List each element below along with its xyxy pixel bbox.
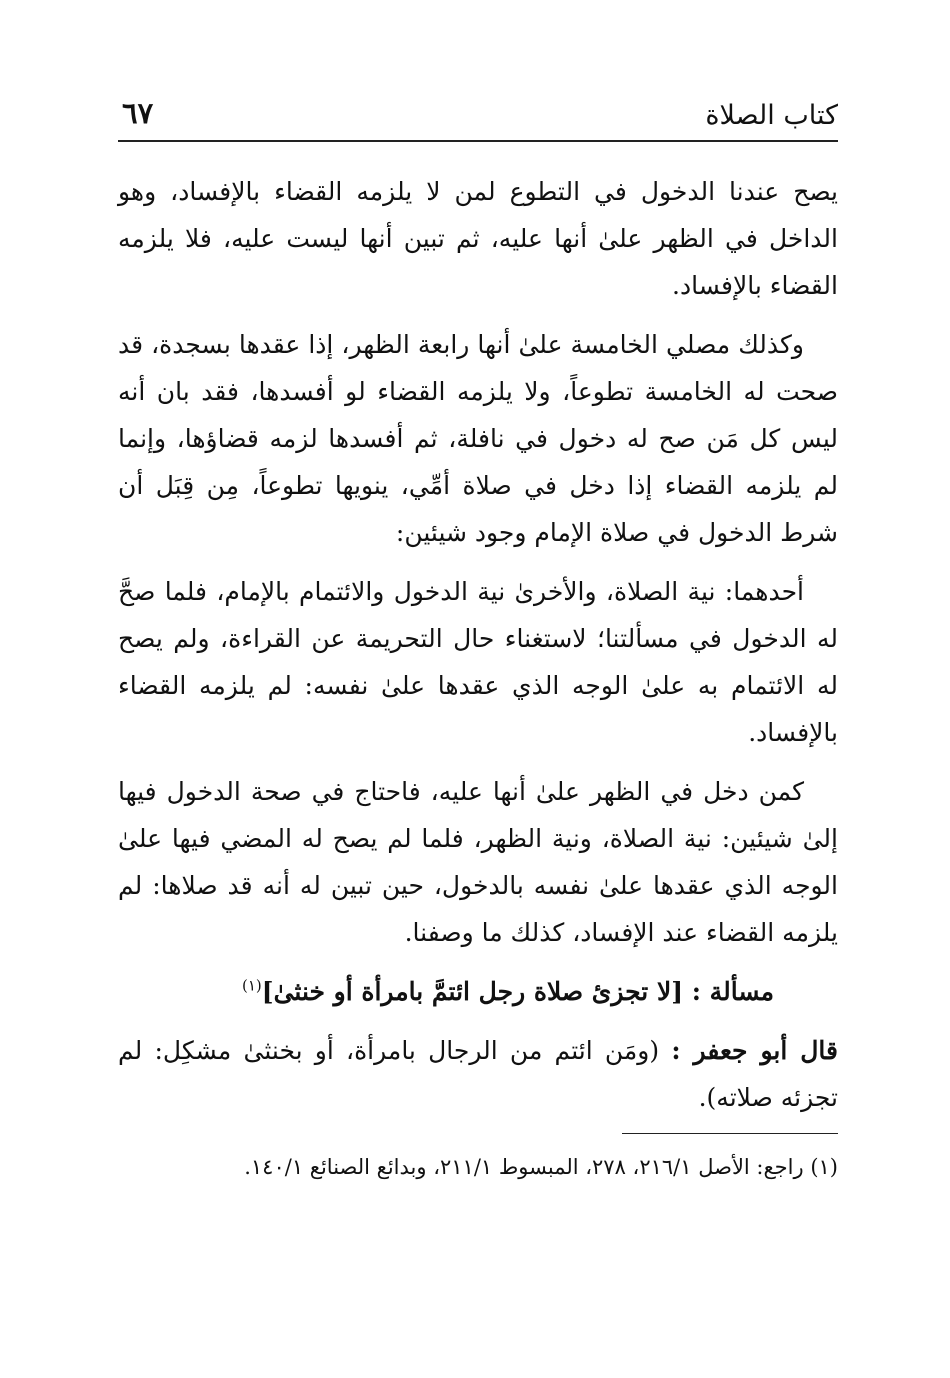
masala-heading (118, 968, 838, 1015)
footnote-reference: (١) (241, 976, 262, 995)
paragraph-3: أحدهما: نية الصلاة، والأخرىٰ نية الدخول والائتمام بالإمام، فلما صحَّ له الدخول في مسألتنا؛ لاستغناء حال التحريمة عن القراءة، ولم يصح له الائتمام به علىٰ الوجه الذي عقدها علىٰ نفسه: لم يلزمه القضاء بالإفساد. (118, 577, 838, 747)
page-header (118, 96, 838, 142)
masala-label: مسألة : [لا تجزئ صلاة رجل ائتمَّ بامرأة أو خنثىٰ] (261, 977, 775, 1006)
paragraph-4: كمن دخل في الظهر علىٰ أنها عليه، فاحتاج في صحة الدخول فيها إلىٰ شيئين: نية الصلاة، ونية الظهر، فلما لم يصح له المضي فيها علىٰ الوجه الذي عقدها علىٰ نفسه بالدخول، حين تبين له أنه قد صلاها: لم يلزمه القضاء عند الإفساد، كذلك ما وصفنا. (118, 777, 838, 947)
paragraph-1: يصح عندنا الدخول في التطوع لمن لا يلزمه القضاء بالإفساد، وهو الداخل في الظهر علىٰ أنها عليه، ثم تبين أنها ليست عليه، فلا يلزمه القضاء بالإفساد. (118, 177, 838, 300)
quote-paragraph (118, 1027, 838, 1121)
main-text (118, 168, 838, 1133)
page-number: ٦٧ (122, 96, 154, 130)
chapter-title: كتاب الصلاة (705, 100, 838, 131)
paragraph-2: وكذلك مصلي الخامسة علىٰ أنها رابعة الظهر، إذا عقدها بسجدة، قد صحت له الخامسة تطوعاً، ولا يلزمه القضاء لو أفسدها، فقد بان أنه ليس كل مَن صح له دخول في نافلة، ثم أفسدها لزمه قضاؤها، وإنما لم يلزمه القضاء إذا دخل في صلاة أمِّي، ينويها تطوعاً، مِن قِبَل أن شرط الدخول في صلاة الإمام وجود شيئين: (118, 330, 838, 547)
quote-speaker: قال أبو جعفر : (671, 1036, 838, 1065)
footnote (118, 1146, 838, 1189)
footnote-text: (١) راجع: الأصل ٢١٦/١، ٢٧٨، المبسوط ٢١١/١، وبدائع الصنائع ١٤٠/١. (244, 1155, 838, 1179)
footnote-divider (622, 1133, 838, 1134)
quote-text: (ومَن ائتم من الرجال بامرأة، أو بخنثىٰ مشكِل: لم تجزئه صلاته). (118, 1036, 838, 1112)
